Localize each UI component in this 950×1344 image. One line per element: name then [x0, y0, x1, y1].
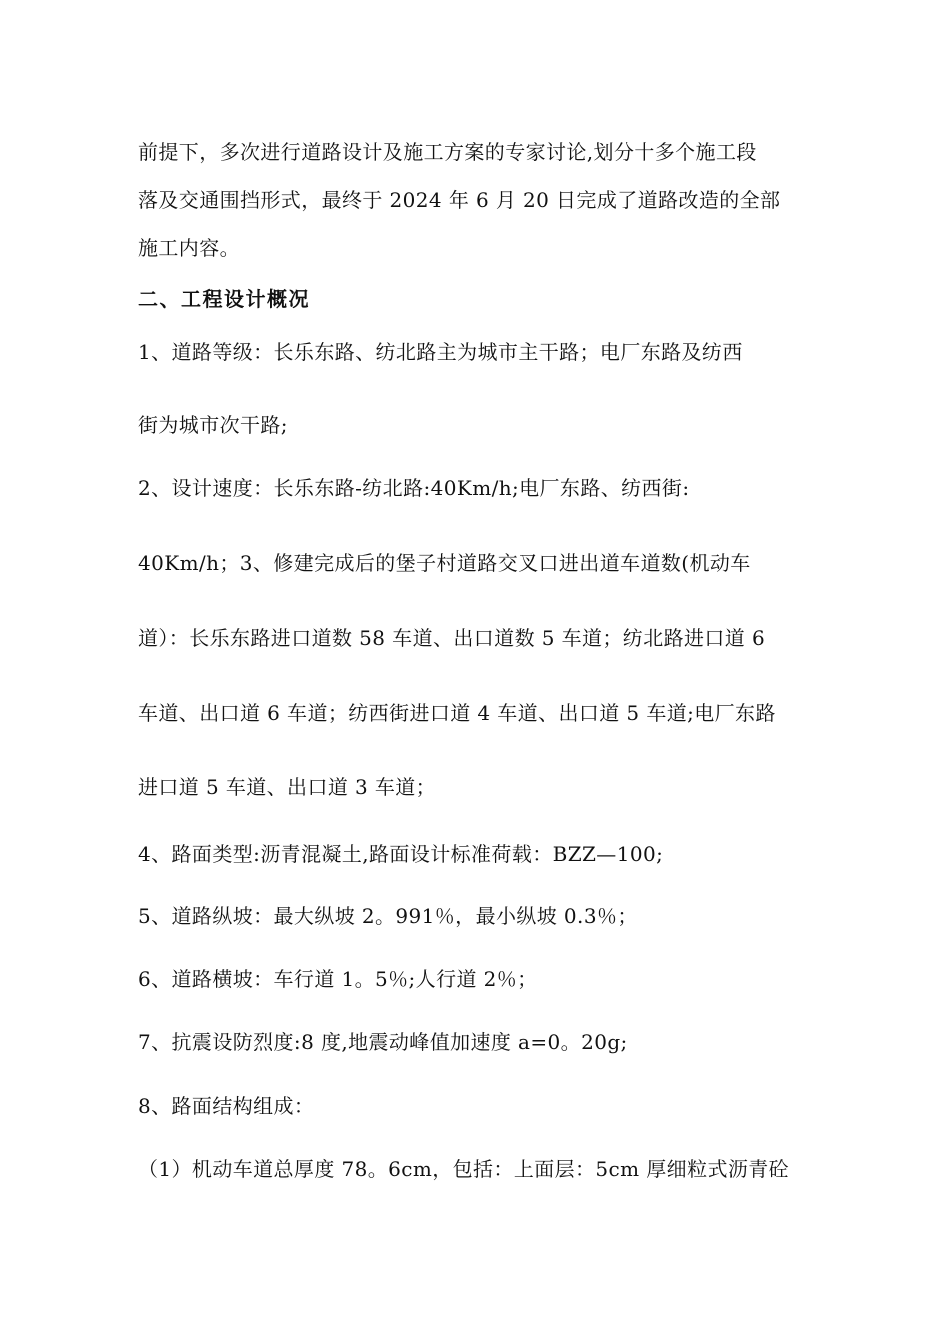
item-8-sub-1: （1）机动车道总厚度 78。6cm，包括：上面层：5cm 厚细粒式沥青砼: [138, 1157, 790, 1181]
item-1-line-1: 1、道路等级：长乐东路、纺北路主为城市主干路；电厂东路及纺西: [138, 340, 743, 364]
paragraph-line-2: 落及交通围挡形式，最终于 2024 年 6 月 20 日完成了道路改造的全部: [138, 188, 781, 212]
item-2-line-2: 40Km/h；3、修建完成后的堡子村道路交叉口进出道车道数(机动车: [138, 551, 751, 575]
item-3-line-3: 进口道 5 车道、出口道 3 车道；: [138, 775, 437, 799]
item-4: 4、路面类型:沥青混凝土,路面设计标准荷载：BZZ—100;: [138, 842, 664, 866]
item-5: 5、道路纵坡：最大纵坡 2。991％，最小纵坡 0.3％；: [138, 904, 638, 928]
paragraph-line-1: 前提下，多次进行道路设计及施工方案的专家讨论,划分十多个施工段: [138, 140, 757, 164]
item-6: 6、道路横坡：车行道 1。5％;人行道 2％；: [138, 967, 538, 991]
item-2-line-1: 2、设计速度：长乐东路-纺北路:40Km/h;电厂东路、纺西街:: [138, 476, 690, 500]
item-1-line-2: 街为城市次干路;: [138, 413, 288, 437]
paragraph-line-3: 施工内容。: [138, 236, 240, 260]
item-3-line-2: 车道、出口道 6 车道；纺西街进口道 4 车道、出口道 5 车道;电厂东路: [138, 701, 776, 725]
item-7: 7、抗震设防烈度:8 度,地震动峰值加速度 a=0。20g;: [138, 1030, 628, 1054]
item-8: 8、路面结构组成：: [138, 1094, 315, 1118]
section-heading: 二、工程设计概况: [138, 287, 310, 311]
item-3-line-1: 道）：长乐东路进口道数 58 车道、出口道数 5 车道；纺北路进口道 6: [138, 626, 766, 650]
